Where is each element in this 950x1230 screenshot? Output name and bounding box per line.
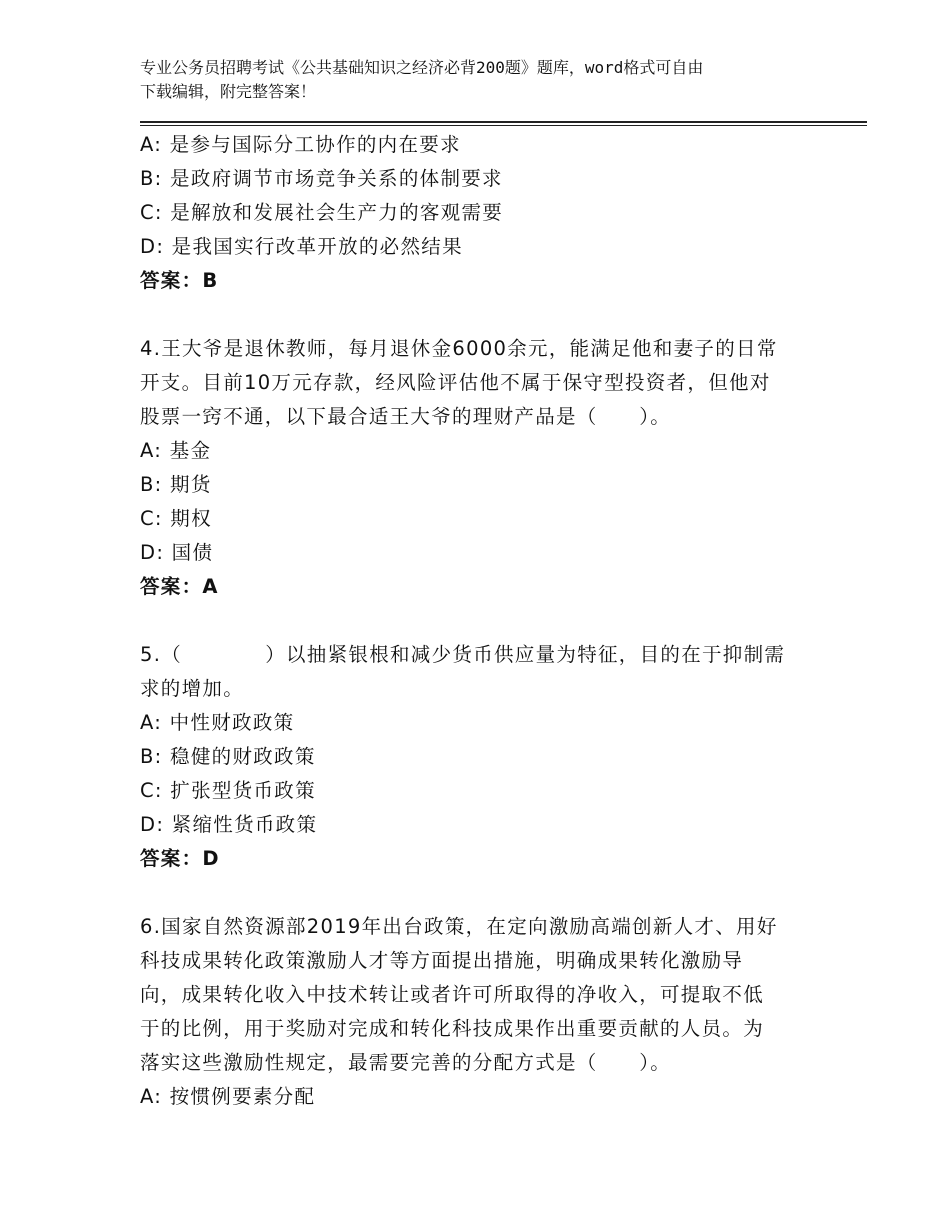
option-b: B: 稳健的财政政策 [140, 745, 316, 768]
option-a: A: 是参与国际分工协作的内在要求 [140, 133, 461, 156]
option-c: C: 期权 [140, 507, 212, 530]
question-list [140, 128, 810, 1114]
question-stem-line: 股票一窍不通，以下最合适王大爷的理财产品是（ ）。 [140, 405, 672, 428]
option-c: C: 是解放和发展社会生产力的客观需要 [140, 201, 504, 224]
question-stem-line: 求的增加。 [140, 677, 245, 700]
question-stem-line: 落实这些激励性规定，最需要完善的分配方式是（ ）。 [140, 1051, 672, 1074]
option-a: A: 基金 [140, 439, 212, 462]
answer: 答案：A [140, 575, 219, 598]
document-header [140, 56, 840, 104]
option-a: A: 中性财政政策 [140, 711, 295, 734]
question-stem-line: 5.（ ）以抽紧银根和减少货币供应量为特征，目的在于抑制需 [140, 643, 786, 666]
answer: 答案：D [140, 847, 220, 870]
header-line-1: 专业公务员招聘考试《公共基础知识之经济必背200题》题库，word格式可自由 [140, 58, 704, 77]
question-stem-line: 科技成果转化政策激励人才等方面提出措施，明确成果转化激励导 [140, 949, 744, 972]
question-stem-line: 向，成果转化收入中技术转让或者许可所取得的净收入，可提取不低 [140, 983, 765, 1006]
answer: 答案：B [140, 269, 219, 292]
header-rule-thick [140, 121, 867, 123]
option-b: B: 是政府调节市场竞争关系的体制要求 [140, 167, 503, 190]
option-a: A: 按惯例要素分配 [140, 1085, 316, 1108]
header-line-2: 下载编辑，附完整答案！ [140, 82, 317, 101]
option-d: D: 国债 [140, 541, 214, 564]
question-stem-line: 4.王大爷是退休教师，每月退休金6000余元，能满足他和妻子的日常 [140, 337, 778, 360]
header-rule-thin [140, 125, 867, 126]
option-b: B: 期货 [140, 473, 212, 496]
question-3 [140, 128, 810, 298]
question-stem-line: 6.国家自然资源部2019年出台政策，在定向激励高端创新人才、用好 [140, 915, 778, 938]
question-6 [140, 910, 810, 1114]
question-stem-line: 开支。目前10万元存款，经风险评估他不属于保守型投资者，但他对 [140, 371, 771, 394]
question-5 [140, 638, 810, 876]
option-c: C: 扩张型货币政策 [140, 779, 316, 802]
question-4 [140, 332, 810, 604]
question-stem-line: 于的比例，用于奖励对完成和转化科技成果作出重要贡献的人员。为 [140, 1017, 765, 1040]
option-d: D: 紧缩性货币政策 [140, 813, 318, 836]
option-d: D: 是我国实行改革开放的必然结果 [140, 235, 463, 258]
